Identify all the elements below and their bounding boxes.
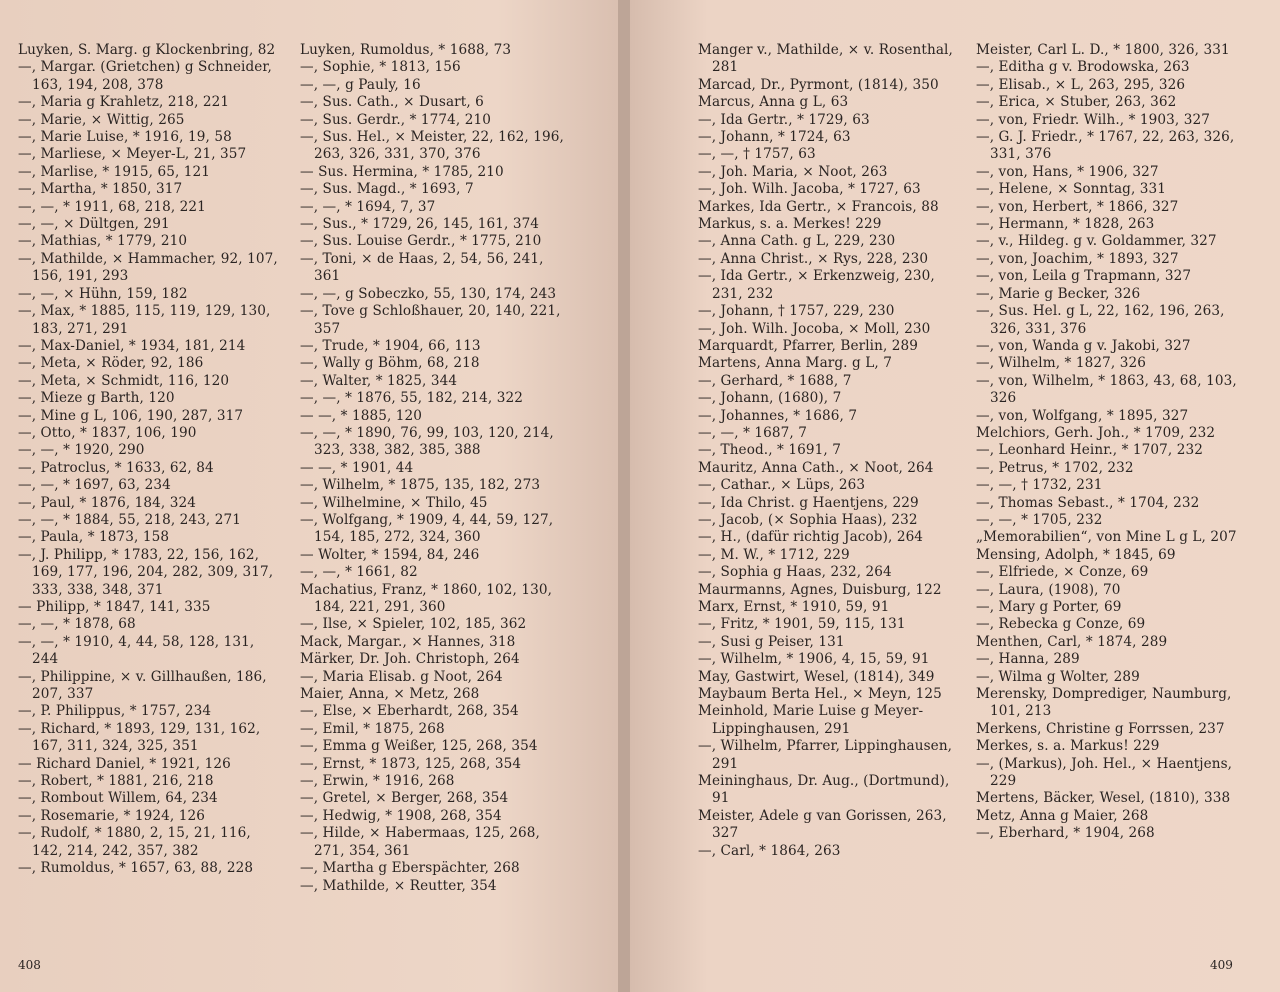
- index-entry: —, Martha, * 1850, 317: [18, 181, 183, 198]
- index-entry: —, Rebecka g Conze, 69: [976, 616, 1146, 633]
- index-entry: —, von, Wilhelm, * 1863, 43, 68, 103, 326: [976, 372, 1237, 407]
- index-entry: —, —, * 1890, 76, 99, 103, 120, 214, 323, 338, 382, 385, 388: [300, 424, 554, 459]
- index-entry: —, von, Friedr. Wilh., * 1903, 327: [976, 111, 1211, 128]
- index-entry: —, Maria g Krahletz, 218, 221: [18, 94, 230, 111]
- index-entry: Manger v., Mathilde, × v. Rosenthal, 281: [698, 42, 953, 76]
- index-entry: —, —, * 1694, 7, 37: [300, 198, 436, 215]
- index-entry: —, Wilhelmine, × Thilo, 45: [300, 494, 488, 511]
- index-entry: —, —, † 1757, 63: [698, 146, 816, 163]
- index-entry: —, —, † 1732, 231: [976, 477, 1103, 494]
- index-entry: —, Sus. Cath., × Dusart, 6: [300, 94, 484, 111]
- index-entry: —, Wilhelm, Pfarrer, Lippinghausen, 291: [698, 738, 953, 772]
- index-entry: —, Sus. Magd., * 1693, 7: [300, 181, 474, 198]
- index-entry: —, Sophia g Haas, 232, 264: [698, 564, 892, 581]
- index-entry: —, Mathilde, × Reutter, 354: [300, 877, 497, 894]
- index-entry: —, Toni, × de Haas, 2, 54, 56, 241, 361: [300, 250, 544, 285]
- index-entry: Luyken, S. Marg. g Klockenbring, 82: [18, 42, 276, 58]
- index-entry: —, Jacob, (× Sophia Haas), 232: [698, 511, 918, 528]
- index-entry: —, Ernst, * 1873, 125, 268, 354: [300, 755, 522, 772]
- index-entry: —, Petrus, * 1702, 232: [976, 459, 1134, 476]
- index-entry: —, Anna Cath. g L, 229, 230: [698, 233, 896, 250]
- index-entry: —, H., (dafür richtig Jacob), 264: [698, 529, 924, 546]
- index-entry: —, Sophie, * 1813, 156: [300, 59, 461, 76]
- index-entry: —, Thomas Sebast., * 1704, 232: [976, 494, 1200, 511]
- index-entry: —, M. W., * 1712, 229: [698, 546, 850, 563]
- index-entry: —, —, * 1911, 68, 218, 221: [18, 198, 206, 215]
- index-entry: —, —, g Pauly, 16: [300, 76, 421, 93]
- index-entry: May, Gastwirt, Wesel, (1814), 349: [698, 668, 935, 685]
- index-entry: —, von, Hans, * 1906, 327: [976, 163, 1159, 180]
- index-entry: Luyken, Rumoldus, * 1688, 73: [300, 42, 512, 58]
- index-entry: —, Cathar., × Lüps, 263: [698, 477, 866, 494]
- index-entry: —, Editha g v. Brodowska, 263: [976, 59, 1190, 76]
- index-entry: —, von, Herbert, * 1866, 327: [976, 198, 1179, 215]
- index-entry: — Richard Daniel, * 1921, 126: [18, 755, 231, 772]
- index-entry: —, Marie Luise, * 1916, 19, 58: [18, 129, 232, 146]
- index-entry: Merensky, Domprediger, Naumburg, 101, 213: [976, 686, 1232, 720]
- index-entry: —, Theod., * 1691, 7: [698, 442, 841, 459]
- index-entry: —, Maria Elisab. g Noot, 264: [300, 668, 503, 685]
- index-entry: Machatius, Franz, * 1860, 102, 130, 184, 221, 291, 360: [300, 581, 552, 615]
- index-entry: Marcus, Anna g L, 63: [698, 94, 849, 111]
- index-entry: Mack, Margar., × Hannes, 318: [300, 633, 516, 650]
- left-page-column-2: [300, 42, 570, 895]
- index-entry: —, Mathilde, × Hammacher, 92, 107, 156, 191, 293: [18, 250, 278, 285]
- index-entry: —, Joh. Maria, × Noot, 263: [698, 163, 888, 180]
- index-entry: —, Wilhelm, * 1827, 326: [976, 355, 1146, 372]
- index-entry: Maybaum Berta Hel., × Meyn, 125: [698, 686, 942, 703]
- index-entry: —, Wilhelm, * 1875, 135, 182, 273: [300, 477, 541, 494]
- index-entry: Mensing, Adolph, * 1845, 69: [976, 546, 1176, 563]
- index-entry: —, —, * 1697, 63, 234: [18, 477, 171, 494]
- index-entry: —, Erwin, * 1916, 268: [300, 773, 455, 790]
- index-entry: —, Mathias, * 1779, 210: [18, 233, 188, 250]
- index-entry: —, Johann, * 1724, 63: [698, 129, 851, 146]
- index-entry: —, Max-Daniel, * 1934, 181, 214: [18, 337, 246, 354]
- index-entry: —, Max, * 1885, 115, 119, 129, 130, 183, 271, 291: [18, 303, 271, 337]
- index-entry: —, —, * 1661, 82: [300, 564, 418, 581]
- index-entry: — —, * 1901, 44: [300, 459, 414, 476]
- index-entry: —, —, * 1878, 68: [18, 616, 136, 633]
- index-entry: —, Gerhard, * 1688, 7: [698, 372, 852, 389]
- index-entry: — —, * 1885, 120: [300, 407, 423, 424]
- index-entry: Märker, Dr. Joh. Christoph, 264: [300, 651, 520, 668]
- index-entry: —, Ida Gertr., * 1729, 63: [698, 111, 870, 128]
- index-entry: — Wolter, * 1594, 84, 246: [300, 546, 480, 563]
- index-entry: —, Ida Gertr., × Erkenzweig, 230, 231, 232: [698, 268, 935, 302]
- index-entry: —, —, × Dültgen, 291: [18, 216, 170, 233]
- index-entry: Markus, s. a. Merkes! 229: [698, 216, 882, 233]
- index-entry: Meister, Carl L. D., * 1800, 326, 331: [976, 42, 1230, 58]
- index-entry: —, G. J. Friedr., * 1767, 22, 263, 326, 331, 376: [976, 129, 1235, 163]
- index-entry: —, Elisab., × L, 263, 295, 326: [976, 76, 1186, 93]
- index-entry: —, Elfriede, × Conze, 69: [976, 564, 1149, 581]
- index-entry: —, Walter, * 1825, 344: [300, 372, 458, 389]
- index-entry: —, J. Philipp, * 1783, 22, 156, 162, 169, 177, 196, 204, 282, 309, 317, 333, 338, 348, 371: [18, 546, 274, 598]
- index-entry: —, Helene, × Sonntag, 331: [976, 181, 1167, 198]
- index-entry: —, —, * 1876, 55, 182, 214, 322: [300, 390, 523, 407]
- index-entry: —, Johann, † 1757, 229, 230: [698, 303, 895, 320]
- index-entry: Marcad, Dr., Pyrmont, (1814), 350: [698, 76, 939, 93]
- index-entry: —, Rumoldus, * 1657, 63, 88, 228: [18, 860, 254, 877]
- index-entry: — Philipp, * 1847, 141, 335: [18, 599, 211, 615]
- index-entry: —, Carl, * 1864, 263: [698, 842, 841, 859]
- right-page: [630, 0, 1280, 992]
- index-entry: —, —, * 1920, 290: [18, 442, 145, 459]
- index-entry: —, Paul, * 1876, 184, 324: [18, 494, 197, 511]
- index-entry: Mauritz, Anna Cath., × Noot, 264: [698, 459, 934, 476]
- index-entry: —, Johannes, * 1686, 7: [698, 407, 858, 424]
- index-entry: Merkens, Christine g Forrssen, 237: [976, 720, 1225, 737]
- index-entry: —, Tove g Schloßhauer, 20, 140, 221, 357: [300, 303, 561, 337]
- index-entry: —, Paula, * 1873, 158: [18, 529, 170, 546]
- left-page-column-1: [18, 42, 280, 878]
- index-entry: —, Anna Christ., × Rys, 228, 230: [698, 250, 929, 267]
- index-entry: —, Joh. Wilh. Jacoba, * 1727, 63: [698, 181, 921, 198]
- index-entry: —, Leonhard Heinr., * 1707, 232: [976, 442, 1203, 459]
- index-entry: —, Ida Christ. g Haentjens, 229: [698, 494, 919, 511]
- index-entry: —, Joh. Wilh. Jocoba, × Moll, 230: [698, 320, 931, 337]
- index-entry: —, von, Leila g Trapmann, 327: [976, 268, 1192, 285]
- index-entry: —, Wally g Böhm, 68, 218: [300, 355, 480, 372]
- index-entry: —, Marlise, * 1915, 65, 121: [18, 163, 211, 180]
- index-entry: —, von, Wanda g v. Jakobi, 327: [976, 337, 1191, 354]
- index-entry: —, Wilhelm, * 1906, 4, 15, 59, 91: [698, 651, 930, 668]
- index-entry: —, Mieze g Barth, 120: [18, 390, 175, 407]
- index-entry: —, Emil, * 1875, 268: [300, 720, 445, 737]
- index-entry: —, v., Hildeg. g v. Goldammer, 327: [976, 233, 1217, 250]
- index-entry: —, Ilse, × Spieler, 102, 185, 362: [300, 616, 527, 633]
- index-entry: —, Hedwig, * 1908, 268, 354: [300, 807, 502, 824]
- right-page-column-1: [698, 42, 960, 860]
- index-entry: Maier, Anna, × Metz, 268: [300, 686, 480, 703]
- index-entry: —, Mary g Porter, 69: [976, 599, 1122, 615]
- index-entry: „Memorabilien“, von Mine L g L, 207: [976, 529, 1237, 546]
- index-entry: Meinhold, Marie Luise g Meyer-Lippinghausen, 291: [698, 703, 924, 737]
- index-entry: —, Robert, * 1881, 216, 218: [18, 773, 214, 790]
- index-entry: —, Martha g Eberspächter, 268: [300, 860, 520, 877]
- index-entry: —, Laura, (1908), 70: [976, 581, 1121, 598]
- index-entry: —, Margar. (Grietchen) g Schneider, 163, 194, 208, 378: [18, 59, 272, 93]
- left-page: [0, 0, 622, 992]
- index-entry: Merkes, s. a. Markus! 229: [976, 738, 1160, 755]
- index-entry: —, Rosemarie, * 1924, 126: [18, 807, 206, 824]
- index-entry: —, Philippine, × v. Gillhaußen, 186, 207, 337: [18, 668, 267, 703]
- index-entry: —, Marie, × Wittig, 265: [18, 111, 185, 128]
- index-entry: —, Hanna, 289: [976, 651, 1080, 668]
- index-entry: —, Wilma g Wolter, 289: [976, 668, 1140, 685]
- index-entry: Marx, Ernst, * 1910, 59, 91: [698, 599, 890, 615]
- index-entry: —, Sus., * 1729, 26, 145, 161, 374: [300, 216, 540, 233]
- index-entry: —, Susi g Peiser, 131: [698, 633, 845, 650]
- index-entry: —, Sus. Louise Gerdr., * 1775, 210: [300, 233, 542, 250]
- index-entry: —, P. Philippus, * 1757, 234: [18, 703, 212, 720]
- index-entry: —, —, * 1884, 55, 218, 243, 271: [18, 511, 241, 528]
- index-entry: —, von, Joachim, * 1893, 327: [976, 250, 1179, 267]
- index-entry: —, Johann, (1680), 7: [698, 390, 842, 407]
- right-page-column-2: [976, 42, 1246, 843]
- index-entry: —, Meta, × Röder, 92, 186: [18, 355, 204, 372]
- index-entry: Martens, Anna Marg. g L, 7: [698, 355, 892, 372]
- index-entry: Meister, Adele g van Gorissen, 263, 327: [698, 807, 947, 842]
- index-entry: —, —, g Sobeczko, 55, 130, 174, 243: [300, 285, 557, 302]
- index-entry: —, Sus. Hel., × Meister, 22, 162, 196, 263, 326, 331, 370, 376: [300, 129, 564, 163]
- index-entry: —, Emma g Weißer, 125, 268, 354: [300, 738, 538, 755]
- index-entry: —, Else, × Eberhardt, 268, 354: [300, 703, 519, 720]
- index-entry: Meininghaus, Dr. Aug., (Dortmund), 91: [698, 773, 950, 807]
- index-entry: —, Patroclus, * 1633, 62, 84: [18, 459, 214, 476]
- index-entry: —, Wolfgang, * 1909, 4, 44, 59, 127, 154, 185, 272, 324, 360: [300, 511, 554, 546]
- index-entry: —, Mine g L, 106, 190, 287, 317: [18, 407, 244, 424]
- index-entry: —, —, * 1687, 7: [698, 424, 807, 441]
- index-entry: —, Hermann, * 1828, 263: [976, 216, 1155, 233]
- page-number: 408: [18, 958, 41, 972]
- index-entry: Melchiors, Gerh. Joh., * 1709, 232: [976, 424, 1216, 441]
- index-entry: —, Marliese, × Meyer-L, 21, 357: [18, 146, 247, 163]
- index-entry: — Sus. Hermina, * 1785, 210: [300, 163, 504, 180]
- index-entry: —, Sus. Hel. g L, 22, 162, 196, 263, 326, 331, 376: [976, 303, 1225, 337]
- index-entry: —, Gretel, × Berger, 268, 354: [300, 790, 509, 807]
- index-entry: —, Meta, × Schmidt, 116, 120: [18, 372, 230, 389]
- index-entry: Marquardt, Pfarrer, Berlin, 289: [698, 337, 919, 354]
- index-entry: —, Sus. Gerdr., * 1774, 210: [300, 111, 491, 128]
- index-entry: Maurmanns, Agnes, Duisburg, 122: [698, 581, 942, 598]
- index-entry: —, Richard, * 1893, 129, 131, 162, 167, 311, 324, 325, 351: [18, 720, 261, 755]
- index-entry: Mertens, Bäcker, Wesel, (1810), 338: [976, 790, 1231, 807]
- index-entry: Markes, Ida Gertr., × Francois, 88: [698, 198, 939, 215]
- index-entry: —, —, × Hühn, 159, 182: [18, 285, 188, 302]
- index-entry: —, Marie g Becker, 326: [976, 285, 1141, 302]
- index-entry: —, Rudolf, * 1880, 2, 15, 21, 116, 142, 214, 242, 357, 382: [18, 825, 251, 859]
- index-entry: —, Hilde, × Habermaas, 125, 268, 271, 354, 361: [300, 825, 540, 859]
- index-entry: —, von, Wolfgang, * 1895, 327: [976, 407, 1189, 424]
- index-entry: —, —, * 1705, 232: [976, 511, 1103, 528]
- index-entry: Menthen, Carl, * 1874, 289: [976, 633, 1168, 650]
- index-entry: —, (Markus), Joh. Hel., × Haentjens, 229: [976, 755, 1233, 790]
- index-entry: —, Eberhard, * 1904, 268: [976, 825, 1155, 842]
- index-entry: Metz, Anna g Maier, 268: [976, 807, 1149, 824]
- index-entry: —, —, * 1910, 4, 44, 58, 128, 131, 244: [18, 633, 255, 668]
- index-entry: —, Trude, * 1904, 66, 113: [300, 337, 481, 354]
- index-entry: —, Erica, × Stuber, 263, 362: [976, 94, 1177, 111]
- page-number: 409: [1210, 958, 1233, 972]
- index-entry: —, Rombout Willem, 64, 234: [18, 790, 218, 807]
- index-entry: —, Otto, * 1837, 106, 190: [18, 424, 197, 441]
- index-entry: —, Fritz, * 1901, 59, 115, 131: [698, 616, 906, 633]
